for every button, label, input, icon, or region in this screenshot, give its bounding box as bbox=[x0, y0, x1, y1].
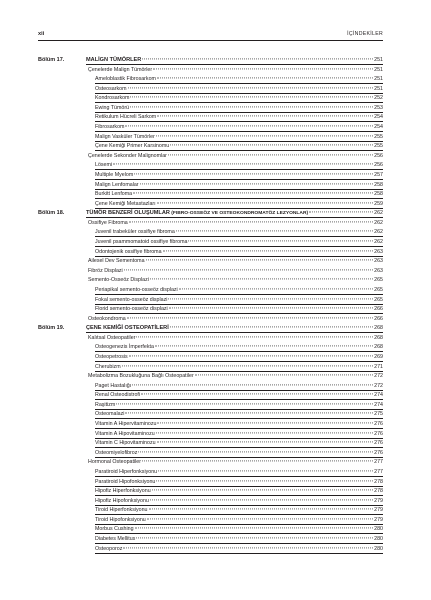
dot-leader bbox=[157, 78, 373, 79]
entry-title: Osteosarkom bbox=[95, 85, 127, 92]
toc-entry-row bbox=[0, 382, 431, 391]
dot-leader bbox=[157, 442, 374, 443]
entry-title: Çene Kemiği Metastazları bbox=[95, 200, 156, 207]
chapter-title: MALİGN TÜMÖRLER bbox=[86, 57, 142, 63]
entry-title: Vitamin A Hipervitaminozu bbox=[95, 421, 157, 428]
dot-leader bbox=[124, 269, 373, 270]
toc-entry-row bbox=[0, 94, 431, 103]
chapter-number: Bölüm 18. bbox=[38, 210, 65, 217]
dot-leader bbox=[135, 528, 374, 529]
toc-entry-row bbox=[0, 420, 431, 429]
page-number: 276 bbox=[374, 449, 383, 456]
dot-leader bbox=[309, 212, 373, 213]
toc-entry-row bbox=[0, 410, 431, 419]
page-number: 268 bbox=[374, 334, 383, 341]
page-number: 279 bbox=[374, 497, 383, 504]
page-number: 278 bbox=[374, 488, 383, 495]
entry-title: Osteokondroma bbox=[88, 315, 126, 322]
toc-entry[interactable] bbox=[88, 66, 383, 75]
entry-title: Fibrosarkom bbox=[95, 124, 125, 131]
page-number: 255 bbox=[374, 143, 383, 150]
toc-entry-row bbox=[0, 468, 431, 477]
entry-title: Çenelerde Malign Tümörler bbox=[88, 66, 153, 73]
dot-leader bbox=[176, 231, 373, 232]
dot-leader bbox=[179, 288, 373, 289]
entry-title: Hormonal Osteopatiler bbox=[88, 459, 141, 466]
dot-leader bbox=[163, 250, 374, 251]
page-number: 251 bbox=[374, 57, 383, 63]
entry-title: Renal Osteodistrofi bbox=[95, 392, 141, 399]
page-number: 278 bbox=[374, 478, 383, 485]
page-number: 262 bbox=[374, 219, 383, 226]
dot-leader bbox=[157, 202, 374, 203]
toc-entry-row bbox=[0, 363, 431, 372]
chapter-title: TÜMÖR BENZERİ OLUŞUMLAR (FIBRO-OSSEÖZ VE OSTEOKONDROMATÖZ LEZYONLAR) bbox=[86, 210, 309, 217]
dot-leader bbox=[130, 97, 373, 98]
toc-entry-row bbox=[0, 296, 431, 305]
page-number: 266 bbox=[374, 315, 383, 322]
toc-entry-row bbox=[0, 458, 431, 467]
entry-title: Retikulum Hücreli Sarkom bbox=[95, 114, 157, 121]
toc-entry-row bbox=[0, 401, 431, 410]
toc-entry[interactable] bbox=[88, 276, 383, 285]
toc-entry[interactable] bbox=[88, 334, 383, 343]
entry-title: Kondrosarkom bbox=[95, 95, 130, 102]
entry-title: Malign Vasküler Tümörler bbox=[95, 133, 155, 140]
toc-entry-row bbox=[0, 248, 431, 257]
toc-entry-row bbox=[0, 113, 431, 122]
dot-leader bbox=[142, 461, 373, 462]
page-number: 272 bbox=[374, 373, 383, 380]
entry-title: Malign Lenfomalar bbox=[95, 181, 139, 188]
dot-leader bbox=[157, 422, 373, 423]
entry-title: Florid semento-osseöz displazi bbox=[95, 306, 168, 313]
chapter-number: Bölüm 19. bbox=[38, 325, 65, 332]
entry-title: Hipofiz Hipofonksiyonu bbox=[95, 497, 149, 504]
toc-entry-row bbox=[0, 276, 431, 285]
entry-title: Morbus Cushing bbox=[95, 526, 134, 533]
entry-title: Ameloblastik Fibrosarkom bbox=[95, 76, 156, 83]
dot-leader bbox=[188, 240, 373, 241]
header-page-number: xii bbox=[38, 31, 45, 37]
dot-leader bbox=[113, 164, 373, 165]
dot-leader bbox=[149, 509, 374, 510]
toc-entry[interactable] bbox=[88, 372, 383, 381]
toc-entry-row bbox=[0, 449, 431, 458]
entry-title: Raşitizm bbox=[95, 401, 116, 408]
entry-title: Kalıtsal Osteopatiler bbox=[88, 334, 136, 341]
toc-entry-row bbox=[0, 152, 431, 161]
entry-title: Osteoporoz bbox=[95, 545, 123, 552]
page-number: 255 bbox=[374, 133, 383, 140]
header-rule bbox=[38, 40, 383, 41]
page-number: 253 bbox=[374, 104, 383, 111]
chapter-number: Bölüm 17. bbox=[38, 57, 65, 63]
page-number: 258 bbox=[374, 181, 383, 188]
entry-title: Osteomalazi bbox=[95, 411, 125, 418]
page-number: 279 bbox=[374, 507, 383, 514]
page-number: 271 bbox=[374, 363, 383, 370]
page-number: 262 bbox=[374, 239, 383, 246]
page-number: 269 bbox=[374, 353, 383, 360]
dot-leader bbox=[136, 537, 373, 538]
page-number: 280 bbox=[374, 526, 383, 533]
entry-underline bbox=[95, 553, 383, 554]
toc-entry[interactable] bbox=[88, 152, 383, 161]
entry-title: Cherubizm bbox=[95, 363, 121, 370]
dot-leader bbox=[147, 518, 373, 519]
dot-leader bbox=[158, 470, 373, 471]
page-number: 279 bbox=[374, 516, 383, 523]
dot-leader bbox=[156, 480, 373, 481]
entry-title: Paratiroid Hiperfonksiyonu bbox=[95, 468, 158, 475]
page-number: 274 bbox=[374, 401, 383, 408]
toc-chapter-row bbox=[0, 324, 431, 333]
toc-entry-row bbox=[0, 171, 431, 180]
entry-title: Fokal semento-osseöz displazi bbox=[95, 296, 168, 303]
dot-leader bbox=[116, 403, 373, 404]
dot-leader bbox=[195, 375, 373, 376]
toc-entry-row bbox=[0, 75, 431, 84]
toc-entry-row bbox=[0, 257, 431, 266]
toc-entry-row bbox=[0, 430, 431, 439]
page-number: 257 bbox=[374, 171, 383, 178]
toc-entry-row bbox=[0, 516, 431, 525]
entry-title: Çenelerde Sekonder Malignomlar bbox=[88, 152, 167, 159]
entry-title: Lösemi bbox=[95, 162, 113, 169]
toc-entry[interactable] bbox=[88, 267, 383, 276]
page-number: 280 bbox=[374, 545, 383, 552]
dot-leader bbox=[170, 145, 373, 146]
dot-leader bbox=[122, 365, 374, 366]
toc-entry-row bbox=[0, 181, 431, 190]
page-number: 263 bbox=[374, 258, 383, 265]
entry-title: Osteopetrosis bbox=[95, 353, 128, 360]
page-number: 251 bbox=[374, 85, 383, 92]
page-number: 265 bbox=[374, 296, 383, 303]
chapter-title: ÇENE KEMİĞİ OSTEOPATİLERİ bbox=[86, 325, 169, 332]
dot-leader bbox=[157, 116, 373, 117]
dot-leader bbox=[155, 346, 373, 347]
dot-leader bbox=[153, 68, 373, 69]
page-number: 265 bbox=[374, 286, 383, 293]
entry-title: Osteogenezis İmperfekta bbox=[95, 344, 154, 351]
dot-leader bbox=[152, 489, 374, 490]
dot-leader bbox=[127, 317, 373, 318]
dot-leader bbox=[168, 154, 373, 155]
toc-entry-row bbox=[0, 506, 431, 515]
entry-title: Ewing Tümörü bbox=[95, 104, 130, 111]
toc-entry-row bbox=[0, 439, 431, 448]
page-number: 280 bbox=[374, 536, 383, 542]
page-number: 268 bbox=[374, 325, 383, 332]
entry-title: Ailesel Dev Sementoma bbox=[88, 258, 145, 265]
header-running-title: İÇİNDEKİLER bbox=[347, 31, 383, 37]
entry-title: Tiroid Hiperfonksiyonu bbox=[95, 507, 148, 514]
toc-entry-row bbox=[0, 123, 431, 132]
toc-entry-row bbox=[0, 104, 431, 113]
toc-entry-row bbox=[0, 343, 431, 352]
dot-leader bbox=[138, 451, 373, 452]
page-number: 276 bbox=[374, 440, 383, 447]
dot-leader bbox=[129, 221, 373, 222]
toc-entry[interactable] bbox=[88, 315, 383, 324]
toc-entry-row bbox=[0, 133, 431, 142]
toc-chapter-row bbox=[0, 56, 431, 65]
toc-entry-row bbox=[0, 334, 431, 343]
dot-leader bbox=[125, 125, 373, 126]
dot-leader bbox=[123, 547, 373, 548]
toc-entry[interactable] bbox=[88, 219, 383, 228]
toc-entry-row bbox=[0, 535, 431, 544]
dot-leader bbox=[136, 336, 373, 337]
toc-entry-row bbox=[0, 305, 431, 314]
page-number: 265 bbox=[374, 277, 383, 284]
page-number: 251 bbox=[374, 66, 383, 73]
toc-entry-row bbox=[0, 315, 431, 324]
dot-leader bbox=[134, 173, 373, 174]
page-number: 252 bbox=[374, 95, 383, 102]
toc-entry-row bbox=[0, 478, 431, 487]
toc-entry-row bbox=[0, 219, 431, 228]
toc-entry-row bbox=[0, 286, 431, 295]
dot-leader bbox=[129, 355, 373, 356]
toc-chapter-row bbox=[0, 209, 431, 218]
page-number: 266 bbox=[374, 306, 383, 313]
dot-leader bbox=[130, 106, 373, 107]
toc-entry-row bbox=[0, 525, 431, 534]
toc-entry-row bbox=[0, 190, 431, 199]
entry-title: Burkitt Lenfoma bbox=[95, 191, 133, 198]
page-number: 272 bbox=[374, 382, 383, 389]
entry-title: Semento-Osseöz Displazi bbox=[88, 277, 149, 284]
entry-title: Tiroid Hipofonksiyonu bbox=[95, 516, 146, 523]
toc-entry-row bbox=[0, 353, 431, 362]
dot-leader bbox=[125, 413, 373, 414]
entry-title: Fibröz Displazi bbox=[88, 267, 123, 274]
page-number: 275 bbox=[374, 411, 383, 418]
toc-entry-row bbox=[0, 545, 431, 554]
page-number: 277 bbox=[374, 468, 383, 475]
entry-title: Vitamin C Hipovitaminozu bbox=[95, 440, 156, 447]
toc-entry[interactable] bbox=[88, 458, 383, 467]
dot-leader bbox=[150, 499, 373, 500]
dot-leader bbox=[156, 432, 373, 433]
toc-entry[interactable] bbox=[88, 257, 383, 266]
page-number: 262 bbox=[374, 210, 383, 217]
page-number: 276 bbox=[374, 430, 383, 437]
entry-title: Paratiroid Hipofonksiyonu bbox=[95, 478, 156, 485]
dot-leader bbox=[133, 193, 373, 194]
page-number: 251 bbox=[374, 76, 383, 83]
dot-leader bbox=[156, 135, 373, 136]
dot-leader bbox=[170, 327, 373, 328]
toc-entry-row bbox=[0, 142, 431, 151]
entry-title: Periapikal semento-osseöz displazi bbox=[95, 286, 178, 293]
page-number: 263 bbox=[374, 267, 383, 274]
toc-entry-row bbox=[0, 391, 431, 400]
dot-leader bbox=[140, 183, 374, 184]
page-number: 254 bbox=[374, 124, 383, 131]
page-number: 258 bbox=[374, 191, 383, 198]
toc-entry-row bbox=[0, 228, 431, 237]
entry-title: Juvenil psammomatoid ossifiye fibroma bbox=[95, 239, 188, 246]
entry-title: Odontojenik ossifiye fibroma bbox=[95, 248, 162, 255]
dot-leader bbox=[128, 87, 374, 88]
page-number: 276 bbox=[374, 421, 383, 428]
entry-title: Osteomiyelofibroz bbox=[95, 449, 138, 456]
page-number: 268 bbox=[374, 344, 383, 351]
dot-leader bbox=[168, 298, 373, 299]
dot-leader bbox=[142, 58, 373, 59]
dot-leader bbox=[169, 307, 373, 308]
dot-leader bbox=[141, 394, 373, 395]
entry-title: Hipofiz Hiperfonksiyonu bbox=[95, 488, 151, 495]
entry-title: Metabolizma Bozukluğuna Bağlı Osteopatiler bbox=[88, 373, 194, 380]
page-number: 274 bbox=[374, 392, 383, 399]
entry-title: Juvenil trabeküler ossifiye fibroma bbox=[95, 229, 175, 236]
page-number: 259 bbox=[374, 200, 383, 207]
page-number: 254 bbox=[374, 114, 383, 121]
toc-entry-row bbox=[0, 85, 431, 94]
toc-entry-row bbox=[0, 238, 431, 247]
toc-entry-row bbox=[0, 66, 431, 75]
toc-entry-row bbox=[0, 267, 431, 276]
toc-entry-row bbox=[0, 372, 431, 381]
chapter-subtitle: (FIBRO-OSSEÖZ VE OSTEOKONDROMATÖZ LEZYONLAR) bbox=[169, 211, 309, 217]
dot-leader bbox=[132, 384, 373, 385]
dot-leader bbox=[150, 279, 373, 280]
entry-title: Çene Kemiği Primer Karsinomu bbox=[95, 143, 170, 150]
page-number: 263 bbox=[374, 248, 383, 255]
entry-title: Ossifiye Fibroma bbox=[88, 219, 128, 226]
entry-title: Diabetes Mellitus bbox=[95, 536, 136, 542]
page-number: 256 bbox=[374, 162, 383, 169]
toc-entry-row bbox=[0, 161, 431, 170]
toc-entry-row bbox=[0, 487, 431, 496]
page-number: 277 bbox=[374, 459, 383, 466]
page-number: 262 bbox=[374, 229, 383, 236]
toc-entry-row bbox=[0, 497, 431, 506]
entry-title: Paget Hastalığı bbox=[95, 382, 132, 389]
page-number: 256 bbox=[374, 152, 383, 159]
entry-title: Multiple Myelom bbox=[95, 171, 134, 178]
entry-title: Vitamin A Hipovitaminozu bbox=[95, 430, 155, 437]
dot-leader bbox=[146, 260, 374, 261]
toc-entry-row bbox=[0, 200, 431, 209]
